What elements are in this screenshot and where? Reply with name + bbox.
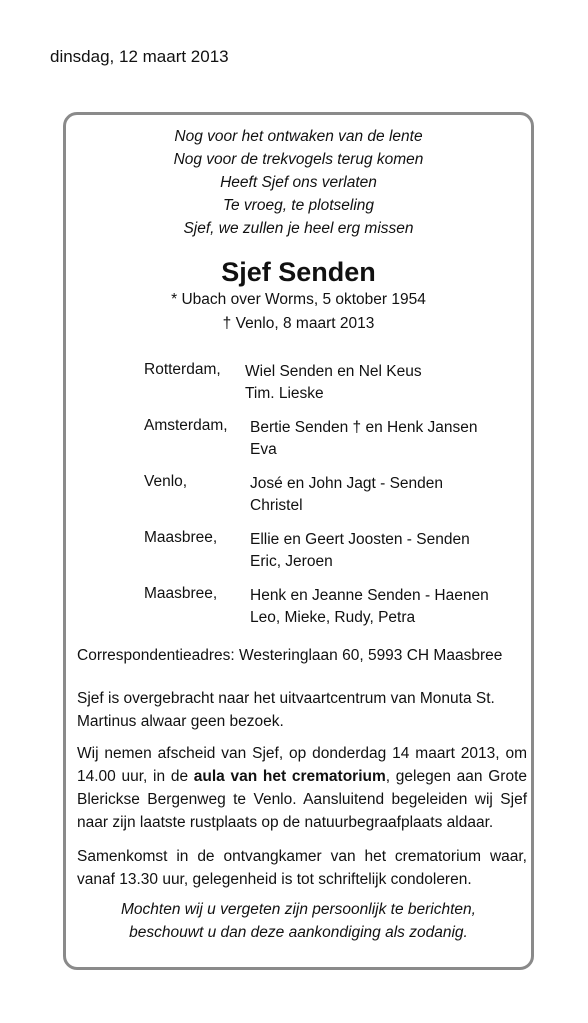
farewell-location: aula van het crematorium bbox=[193, 768, 386, 785]
family-names-line: José en John Jagt - Senden bbox=[250, 475, 444, 492]
poem-line: Nog voor het ontwaken van de lente bbox=[174, 128, 423, 145]
farewell-text: , gelegen aan Grote Blerickse Bergenweg te Venlo. Aansluitend begeleiden wij Sjef naar zijn laatste rustplaats op de natuurbegraafplaats aldaar. bbox=[77, 768, 527, 831]
family-place: Rotterdam, bbox=[144, 361, 221, 378]
family-names-line: Eva bbox=[250, 441, 277, 458]
closing-line: beschouwt u dan deze aankondiging als zodanig. bbox=[129, 924, 468, 941]
poem-line: Heeft Sjef ons verlaten bbox=[220, 174, 377, 191]
family-place: Venlo, bbox=[144, 473, 188, 490]
closing-note bbox=[66, 898, 531, 944]
family-names bbox=[250, 473, 443, 517]
farewell-text: Wij nemen afscheid van Sjef, op donderdag 14 maart 2013, om 14.00 uur, in de bbox=[77, 745, 527, 785]
correspondence-address: Correspondentieadres: Westeringlaan 60, 5993 CH Maasbree bbox=[77, 647, 503, 664]
poem-line: Te vroeg, te plotseling bbox=[222, 197, 375, 214]
deceased-name: Sjef Senden bbox=[221, 257, 376, 287]
family-names-line: Bertie Senden † en Henk Jansen bbox=[250, 419, 478, 436]
poem-line: Nog voor de trekvogels terug komen bbox=[173, 151, 424, 168]
family-names bbox=[245, 361, 422, 405]
paragraph-gathering: Samenkomst in de ontvangkamer van het crematorium waar, vanaf 13.30 uur, gelegenheid is tot schriftelijk condoleren. bbox=[77, 848, 527, 888]
birth-line: * Ubach over Worms, 5 oktober 1954 bbox=[171, 291, 426, 308]
family-names-line: Ellie en Geert Joosten - Senden bbox=[250, 531, 470, 548]
poem-line: Sjef, we zullen je heel erg missen bbox=[183, 220, 414, 237]
family-names bbox=[250, 529, 470, 573]
paragraph-transfer: Sjef is overgebracht naar het uitvaartcentrum van Monuta St. Martinus alwaar geen bezoek. bbox=[77, 690, 495, 730]
family-names-line: Tim. Lieske bbox=[245, 385, 324, 402]
family-place: Maasbree, bbox=[144, 529, 218, 546]
death-line: † Venlo, 8 maart 2013 bbox=[222, 315, 375, 332]
family-names-line: Eric, Jeroen bbox=[250, 553, 333, 570]
death-notice-card bbox=[63, 112, 534, 970]
family-names-line: Leo, Mieke, Rudy, Petra bbox=[250, 609, 416, 626]
closing-line: Mochten wij u vergeten zijn persoonlijk te berichten, bbox=[121, 901, 476, 918]
family-names-line: Christel bbox=[250, 497, 303, 514]
family-place: Amsterdam, bbox=[144, 417, 228, 434]
family-place: Maasbree, bbox=[144, 585, 218, 602]
family-names-line: Wiel Senden en Nel Keus bbox=[245, 363, 422, 380]
family-names bbox=[250, 585, 489, 629]
paragraph-farewell bbox=[77, 742, 527, 834]
family-names-line: Henk en Jeanne Senden - Haenen bbox=[250, 587, 489, 604]
publication-date: dinsdag, 12 maart 2013 bbox=[50, 47, 229, 66]
poem bbox=[66, 125, 531, 240]
family-names bbox=[250, 417, 478, 461]
